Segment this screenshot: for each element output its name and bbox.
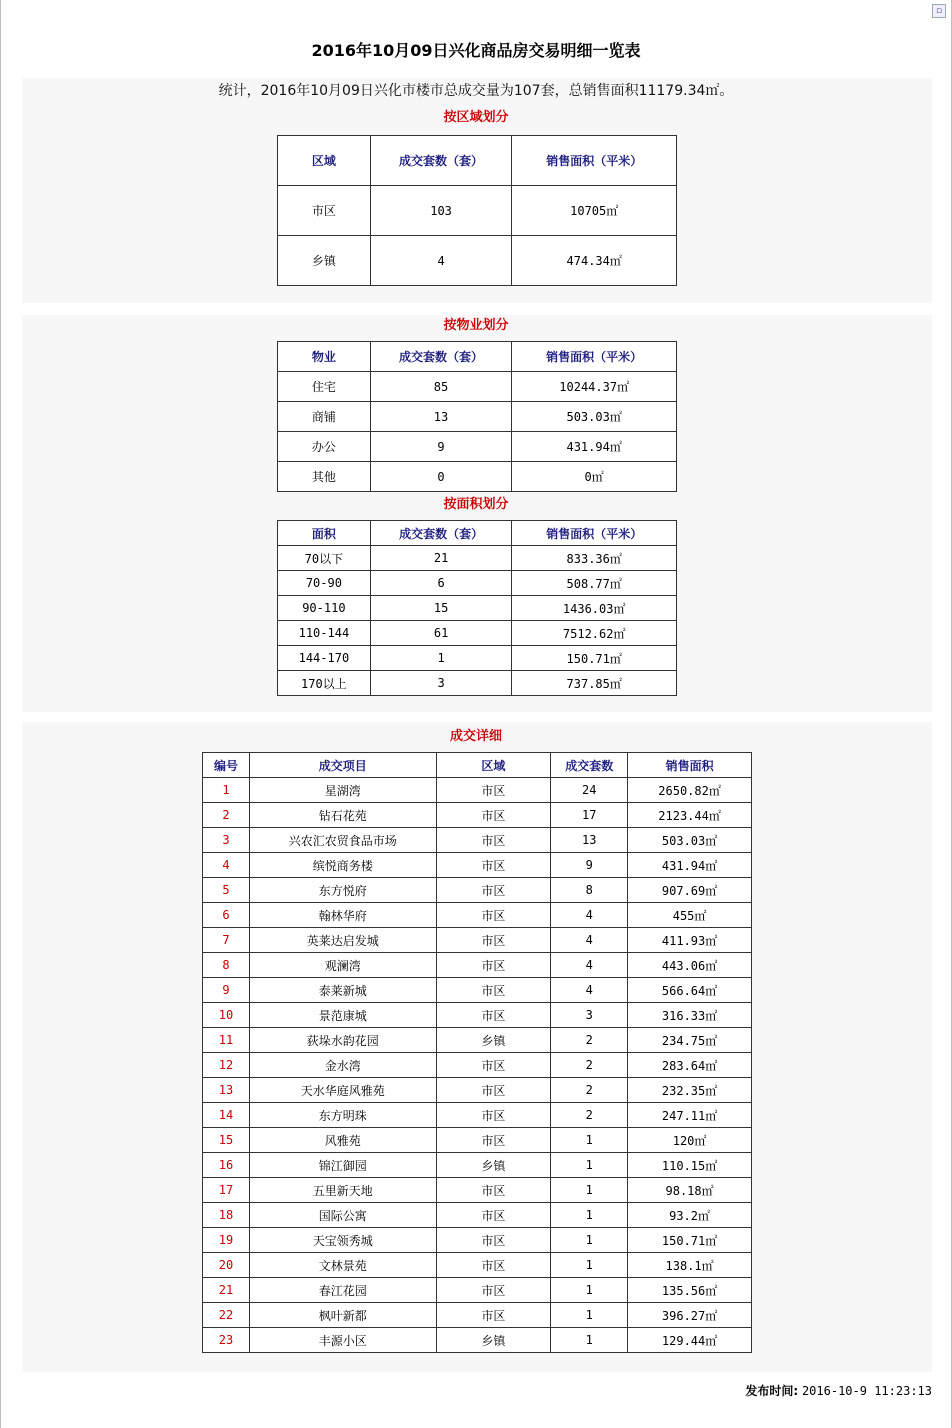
summary-text: 统计，2016年10月09日兴化市楼市总成交量为107套，总销售面积11179.34㎡。 <box>218 83 734 99</box>
table-row <box>203 1028 752 1053</box>
table-cell: 1 <box>203 778 250 803</box>
table-row <box>203 1253 752 1278</box>
table-cell: 24 <box>551 778 628 803</box>
table-row <box>203 953 752 978</box>
table-cell: 东方悦府 <box>249 878 436 903</box>
table-cell: 1 <box>551 1153 628 1178</box>
table-cell: 13 <box>551 828 628 853</box>
table-cell: 天水华庭风雅苑 <box>249 1078 436 1103</box>
property-table <box>277 341 677 492</box>
table-cell: 103 <box>370 186 512 236</box>
column-header: 成交套数（套） <box>370 521 512 546</box>
column-header: 区域 <box>278 136 371 186</box>
table-header-row <box>278 136 677 186</box>
table-cell: 办公 <box>278 432 371 462</box>
table-row <box>203 1328 752 1353</box>
table-cell: 3 <box>370 671 512 696</box>
table-cell: 4 <box>551 903 628 928</box>
table-cell: 市区 <box>436 1178 551 1203</box>
table-cell: 21 <box>203 1278 250 1303</box>
table-cell: 22 <box>203 1303 250 1328</box>
table-cell: 2 <box>551 1078 628 1103</box>
table-cell: 市区 <box>436 1303 551 1328</box>
details-table <box>202 752 752 1353</box>
area-table <box>277 520 677 696</box>
table-cell: 17 <box>203 1178 250 1203</box>
table-cell: 8 <box>551 878 628 903</box>
table-cell: 市区 <box>436 803 551 828</box>
table-row <box>203 1153 752 1178</box>
column-header: 编号 <box>203 753 250 778</box>
table-cell: 13 <box>370 402 512 432</box>
table-row <box>203 1103 752 1128</box>
table-cell: 星湖湾 <box>249 778 436 803</box>
table-cell: 4 <box>551 953 628 978</box>
column-header: 成交套数 <box>551 753 628 778</box>
table-cell: 283.64㎡ <box>628 1053 752 1078</box>
table-row <box>203 1178 752 1203</box>
column-header: 面积 <box>278 521 371 546</box>
table-cell: 丰源小区 <box>249 1328 436 1353</box>
table-cell: 市区 <box>436 953 551 978</box>
column-header: 成交套数（套） <box>370 342 512 372</box>
table-cell: 7 <box>203 928 250 953</box>
table-cell: 0 <box>370 462 512 492</box>
table-cell: 1 <box>551 1253 628 1278</box>
table-cell: 396.27㎡ <box>628 1303 752 1328</box>
table-cell: 503.03㎡ <box>512 402 677 432</box>
table-cell: 1 <box>551 1328 628 1353</box>
details-section-title: 成交详细 <box>449 729 502 744</box>
table-cell: 23 <box>203 1328 250 1353</box>
table-cell: 商铺 <box>278 402 371 432</box>
table-header-row <box>278 521 677 546</box>
table-cell: 2 <box>551 1053 628 1078</box>
table-cell: 兴农汇农贸食品市场 <box>249 828 436 853</box>
table-row <box>278 402 677 432</box>
table-cell: 150.71㎡ <box>512 646 677 671</box>
table-cell: 70以下 <box>278 546 371 571</box>
table-cell: 4 <box>370 236 512 286</box>
table-row <box>203 878 752 903</box>
column-header: 物业 <box>278 342 371 372</box>
table-cell: 12 <box>203 1053 250 1078</box>
table-row <box>203 778 752 803</box>
table-cell: 市区 <box>436 978 551 1003</box>
column-header: 销售面积（平米） <box>512 521 677 546</box>
table-cell: 钻石花苑 <box>249 803 436 828</box>
table-row <box>203 978 752 1003</box>
table-cell: 2123.44㎡ <box>628 803 752 828</box>
table-cell: 市区 <box>278 186 371 236</box>
table-row <box>278 671 677 696</box>
column-header: 区域 <box>436 753 551 778</box>
window-icon[interactable]: ▫ <box>932 4 946 18</box>
table-cell: 234.75㎡ <box>628 1028 752 1053</box>
table-cell: 907.69㎡ <box>628 878 752 903</box>
table-cell: 市区 <box>436 828 551 853</box>
table-cell: 锦江御园 <box>249 1153 436 1178</box>
table-cell: 7512.62㎡ <box>512 621 677 646</box>
table-cell: 737.85㎡ <box>512 671 677 696</box>
table-cell: 138.1㎡ <box>628 1253 752 1278</box>
table-cell: 3 <box>203 828 250 853</box>
table-row <box>278 462 677 492</box>
table-row <box>203 1053 752 1078</box>
table-cell: 144-170 <box>278 646 371 671</box>
table-cell: 1 <box>551 1278 628 1303</box>
table-cell: 荻垛水韵花园 <box>249 1028 436 1053</box>
table-cell: 枫叶新都 <box>249 1303 436 1328</box>
table-cell: 232.35㎡ <box>628 1078 752 1103</box>
table-cell: 乡镇 <box>278 236 371 286</box>
table-cell: 文林景苑 <box>249 1253 436 1278</box>
table-cell: 市区 <box>436 1228 551 1253</box>
table-row <box>203 803 752 828</box>
table-cell: 乡镇 <box>436 1153 551 1178</box>
table-row <box>203 1278 752 1303</box>
table-cell: 泰莱新城 <box>249 978 436 1003</box>
table-cell: 110.15㎡ <box>628 1153 752 1178</box>
table-cell: 11 <box>203 1028 250 1053</box>
table-cell: 5 <box>203 878 250 903</box>
region-section-title: 按区域划分 <box>443 110 509 125</box>
table-cell: 翰林华府 <box>249 903 436 928</box>
table-header-row <box>203 753 752 778</box>
table-cell: 15 <box>370 596 512 621</box>
table-cell: 85 <box>370 372 512 402</box>
table-cell: 16 <box>203 1153 250 1178</box>
table-cell: 455㎡ <box>628 903 752 928</box>
table-cell: 住宅 <box>278 372 371 402</box>
table-cell: 833.36㎡ <box>512 546 677 571</box>
table-row <box>278 372 677 402</box>
table-cell: 150.71㎡ <box>628 1228 752 1253</box>
table-cell: 2 <box>551 1103 628 1128</box>
table-row <box>278 236 677 286</box>
table-cell: 1 <box>551 1178 628 1203</box>
table-cell: 6 <box>370 571 512 596</box>
table-cell: 10244.37㎡ <box>512 372 677 402</box>
table-cell: 1 <box>551 1203 628 1228</box>
table-cell: 市区 <box>436 778 551 803</box>
table-row <box>203 1003 752 1028</box>
table-cell: 0㎡ <box>512 462 677 492</box>
table-cell: 2 <box>551 1028 628 1053</box>
page-title: 2016年10月09日兴化商品房交易明细一览表 <box>311 41 641 60</box>
table-row <box>278 432 677 462</box>
table-cell: 4 <box>551 978 628 1003</box>
table-row <box>203 1303 752 1328</box>
table-cell: 9 <box>203 978 250 1003</box>
column-header: 销售面积（平米） <box>512 342 677 372</box>
table-cell: 15 <box>203 1128 250 1153</box>
table-cell: 2 <box>203 803 250 828</box>
table-cell: 10705㎡ <box>512 186 677 236</box>
table-cell: 18 <box>203 1203 250 1228</box>
table-cell: 观澜湾 <box>249 953 436 978</box>
table-cell: 市区 <box>436 1203 551 1228</box>
table-row <box>203 853 752 878</box>
region-table <box>277 135 677 286</box>
table-cell: 1 <box>370 646 512 671</box>
publish-time <box>745 1382 932 1399</box>
table-row <box>278 621 677 646</box>
table-cell: 市区 <box>436 1078 551 1103</box>
table-cell: 14 <box>203 1103 250 1128</box>
table-row <box>203 1203 752 1228</box>
table-cell: 70-90 <box>278 571 371 596</box>
table-header-row <box>278 342 677 372</box>
table-cell: 316.33㎡ <box>628 1003 752 1028</box>
table-cell: 乡镇 <box>436 1328 551 1353</box>
table-cell: 市区 <box>436 1053 551 1078</box>
table-cell: 市区 <box>436 928 551 953</box>
table-cell: 乡镇 <box>436 1028 551 1053</box>
table-cell: 566.64㎡ <box>628 978 752 1003</box>
column-header: 成交项目 <box>249 753 436 778</box>
table-row <box>278 571 677 596</box>
table-cell: 443.06㎡ <box>628 953 752 978</box>
column-header: 成交套数（套） <box>370 136 512 186</box>
column-header: 销售面积（平米） <box>512 136 677 186</box>
table-cell: 9 <box>370 432 512 462</box>
table-cell: 129.44㎡ <box>628 1328 752 1353</box>
table-cell: 90-110 <box>278 596 371 621</box>
table-row <box>278 646 677 671</box>
table-cell: 英莱达启发城 <box>249 928 436 953</box>
table-row <box>203 1078 752 1103</box>
table-cell: 503.03㎡ <box>628 828 752 853</box>
table-cell: 缤悦商务楼 <box>249 853 436 878</box>
table-cell: 8 <box>203 953 250 978</box>
table-cell: 3 <box>551 1003 628 1028</box>
table-row <box>278 186 677 236</box>
table-cell: 国际公寓 <box>249 1203 436 1228</box>
table-cell: 508.77㎡ <box>512 571 677 596</box>
table-cell: 10 <box>203 1003 250 1028</box>
table-cell: 天宝领秀城 <box>249 1228 436 1253</box>
table-cell: 金水湾 <box>249 1053 436 1078</box>
table-cell: 21 <box>370 546 512 571</box>
table-cell: 170以上 <box>278 671 371 696</box>
area-section-title: 按面积划分 <box>443 497 509 512</box>
table-cell: 110-144 <box>278 621 371 646</box>
table-cell: 市区 <box>436 1278 551 1303</box>
table-row <box>203 1228 752 1253</box>
table-cell: 474.34㎡ <box>512 236 677 286</box>
table-cell: 市区 <box>436 903 551 928</box>
table-cell: 13 <box>203 1078 250 1103</box>
table-cell: 247.11㎡ <box>628 1103 752 1128</box>
table-cell: 431.94㎡ <box>512 432 677 462</box>
table-cell: 4 <box>551 928 628 953</box>
table-cell: 风雅苑 <box>249 1128 436 1153</box>
table-cell: 431.94㎡ <box>628 853 752 878</box>
table-cell: 6 <box>203 903 250 928</box>
table-row <box>278 546 677 571</box>
table-row <box>203 1128 752 1153</box>
table-cell: 135.56㎡ <box>628 1278 752 1303</box>
table-row <box>203 828 752 853</box>
table-cell: 市区 <box>436 853 551 878</box>
property-section-title: 按物业划分 <box>443 318 509 333</box>
table-cell: 其他 <box>278 462 371 492</box>
table-cell: 98.18㎡ <box>628 1178 752 1203</box>
table-cell: 1 <box>551 1128 628 1153</box>
table-cell: 市区 <box>436 1103 551 1128</box>
table-cell: 东方明珠 <box>249 1103 436 1128</box>
table-cell: 17 <box>551 803 628 828</box>
table-cell: 1 <box>551 1303 628 1328</box>
table-cell: 市区 <box>436 1003 551 1028</box>
publish-time-value: 2016-10-9 11:23:13 <box>801 1384 932 1398</box>
table-cell: 1 <box>551 1228 628 1253</box>
table-cell: 市区 <box>436 878 551 903</box>
table-cell: 1436.03㎡ <box>512 596 677 621</box>
table-cell: 2650.82㎡ <box>628 778 752 803</box>
column-header: 销售面积 <box>628 753 752 778</box>
table-cell: 61 <box>370 621 512 646</box>
table-row <box>203 903 752 928</box>
table-cell: 411.93㎡ <box>628 928 752 953</box>
table-cell: 93.2㎡ <box>628 1203 752 1228</box>
publish-time-label: 发布时间: <box>745 1384 799 1398</box>
table-cell: 20 <box>203 1253 250 1278</box>
table-row <box>278 596 677 621</box>
table-cell: 市区 <box>436 1128 551 1153</box>
table-cell: 4 <box>203 853 250 878</box>
table-cell: 五里新天地 <box>249 1178 436 1203</box>
table-cell: 9 <box>551 853 628 878</box>
table-cell: 市区 <box>436 1253 551 1278</box>
table-cell: 春江花园 <box>249 1278 436 1303</box>
table-cell: 景范康城 <box>249 1003 436 1028</box>
table-cell: 19 <box>203 1228 250 1253</box>
table-row <box>203 928 752 953</box>
table-cell: 120㎡ <box>628 1128 752 1153</box>
